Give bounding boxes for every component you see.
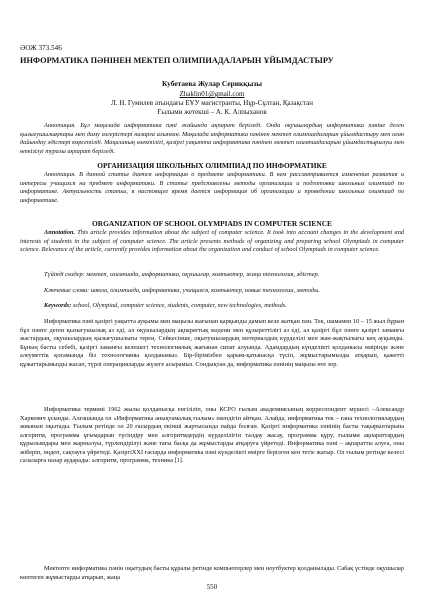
keywords-russian-text: школа, олимпиада, информатика, учащиеся, компьютер, новые технологии, методы. [90,287,320,294]
keywords-kazakh [20,271,404,280]
udk-code: ӘОЖ 373.546 [20,44,62,52]
abstract-russian-label: Аннотация. [44,171,76,178]
body-paragraph-3: Мектепте информатика пәнін оқытудың басты құралы ретінде компьютерлер мен ноутбуктер қолданылады. Сабақ үстінде оқушылар көптеген жұмыстарды атқарып, жаңа [20,565,404,581]
abstract-kazakh [20,122,404,156]
author-affiliation: Л. Н. Гумилев атындағы ЕҰУ магистранты, Нұр-Сұлтан, Қазақстан [111,99,313,107]
abstract-english-text: This article provides information about the subject of computer science. It took into account changes in the development and interests of students in the subject of computer science. The article presents methods of organizing and preparing school Olympiads in computer science. Relevance of the article, currently provides information about the organization and conduct of school Olympiads in computer science. [20,229,404,254]
scientific-advisor: Ғылыми жетекші – А. К. Алпыханов [157,108,267,116]
heading-english: ORGANIZATION OF SCHOOL OLYMPIADS IN COMPUTER SCIENCE [92,219,332,228]
heading-russian: ОРГАНИЗАЦИЯ ШКОЛЬНЫХ ОЛИМПИАД ПО ИНФОРМАТИКЕ [97,161,327,170]
abstract-russian-text: В данной статье дается информация о предмете информатики. В нем рассматривается изменения развития и интересы учащихся на предмет информатики. В статье представлены методы организации и подготовки школьных олимпиад по информатике. Актуальность статьи, в настоящее время дается информация об организации и проведении школьных олимпиад по информатике. [20,171,404,204]
abstract-russian [20,171,404,205]
body-paragraph-1: Информатика пәні қазіргі уақытта ауқымы мен маңызы жағынан қарқынды дамып келе жатқан пән. Тек, шамамен 10 – 15 жыл бұрын бұл пәнге деген қызығушылық аз еді, ал оқушылардың ақпараттық мәдени мен құзыреттілігі аз еді, ал қазіргі бұл пәнге қазіргі заманғы жастардың, оқушылардың қызығушылығы терең. Сейкесінше, оқытушылардың мәтериалдың күрделілі мен жан-жақтылығы кең ауқымды. Бұның басты себебі, қазіргі заманғы келешегі технологиялық жағынан сипат алуында. Адамдардың күнделікті қолданысы өмірінде және алеуметтік қоғамында біз технологияны қолданамыз. Бір-бірімізбен қарым-қатынасқа түсіп, жұмыстарымызды атқарып, қажетті құжаттарымызды жасап, түрлі операцияларды жүзеге асырамыз. Сондықтан да, информатика пәнінің маңызы өте зор. [20,318,404,368]
keywords-russian [20,287,404,296]
keywords-english-text: school, Olympiad, computer science, students, computer, new technologies, methods. [72,302,287,309]
keywords-kazakh-label: Түйінді сөздер: [44,271,85,278]
keywords-russian-label: Ключевые слова: [44,287,90,294]
author-email-link[interactable]: Zhaklin01@gmail.com [179,90,245,98]
keywords-english-label: Keywords: [44,302,72,309]
abstract-kazakh-text: Бұл мақалада информатика пәні жайында ақпарат беріледі. Онда оқушылардың информатика пәніне деген қызығушылықтары мен даму өзгерістері назарға алынған. Мақалада информатика пәнінен мектеп олимпиадаларын ұйымдастыру мен оған дайындау әдістері көрсетілді. Мақаланың өзектілігі, қазіргі уақытта информатика пәнінен мектеп олимпиадаларын ұйымдастырылуы мен өткізілуі туралы ақпарат беріледі. [20,122,404,155]
abstract-kazakh-label: Аннотация. [44,122,76,129]
author-name: Кубетаева Жулар Серикқызы [161,79,263,88]
abstract-english [20,229,404,255]
keywords-kazakh-text: мектеп, олимпиада, информатика, оқушылар, компьютер, жаңа технология, әдістер. [86,271,320,278]
abstract-english-label: Annotation. [44,229,75,236]
keywords-english [20,302,404,311]
paper-title: ИНФОРМАТИКА ПӘНІНЕН МЕКТЕП ОЛИМПИАДАЛАРЫН ҰЙЫМДАСТЫРУ [20,56,334,65]
body-paragraph-2: Информатика термині 1962 жылы қолданысқа енгізіліп, оны КСРО ғылым академиясының корреспондент мүшесі –Александр Харкевич ұсынды. Алғашында ол «Информатика анықтамалық ғылым» екендігін айтқан. Алайда, информатика тек – ғана технологиялардың жиынын оқытады. Ғылым ретінде ол 20 ғасырдың екінші жартысында пайда болған. Қазіргі информатика пәнінің басты тақырыптарына алгоритм, программа ұғымдарын түсіндіру мен алгоритмдердің күрделілігін талдау жасау, программа құру, ғылыми ақпараттардың құрылымдары мен жарнылуы, түрлендірілуі және тағы басқа да жұмыстарды атқаруға үйретеді. Информатика пәні – ақпаратты алуға, оны жіберіп, өңдеп, сақтауға үйретеді. ҚазіргіXXI ғасырда информатика пәні күнделікті өмірге берілген кен тетіе жатыр. Ол ғылым ретінде келесі салаларға назар аударады: алгоритм, программа, техника [1]. [20,406,404,465]
page-number: 550 [206,584,218,591]
